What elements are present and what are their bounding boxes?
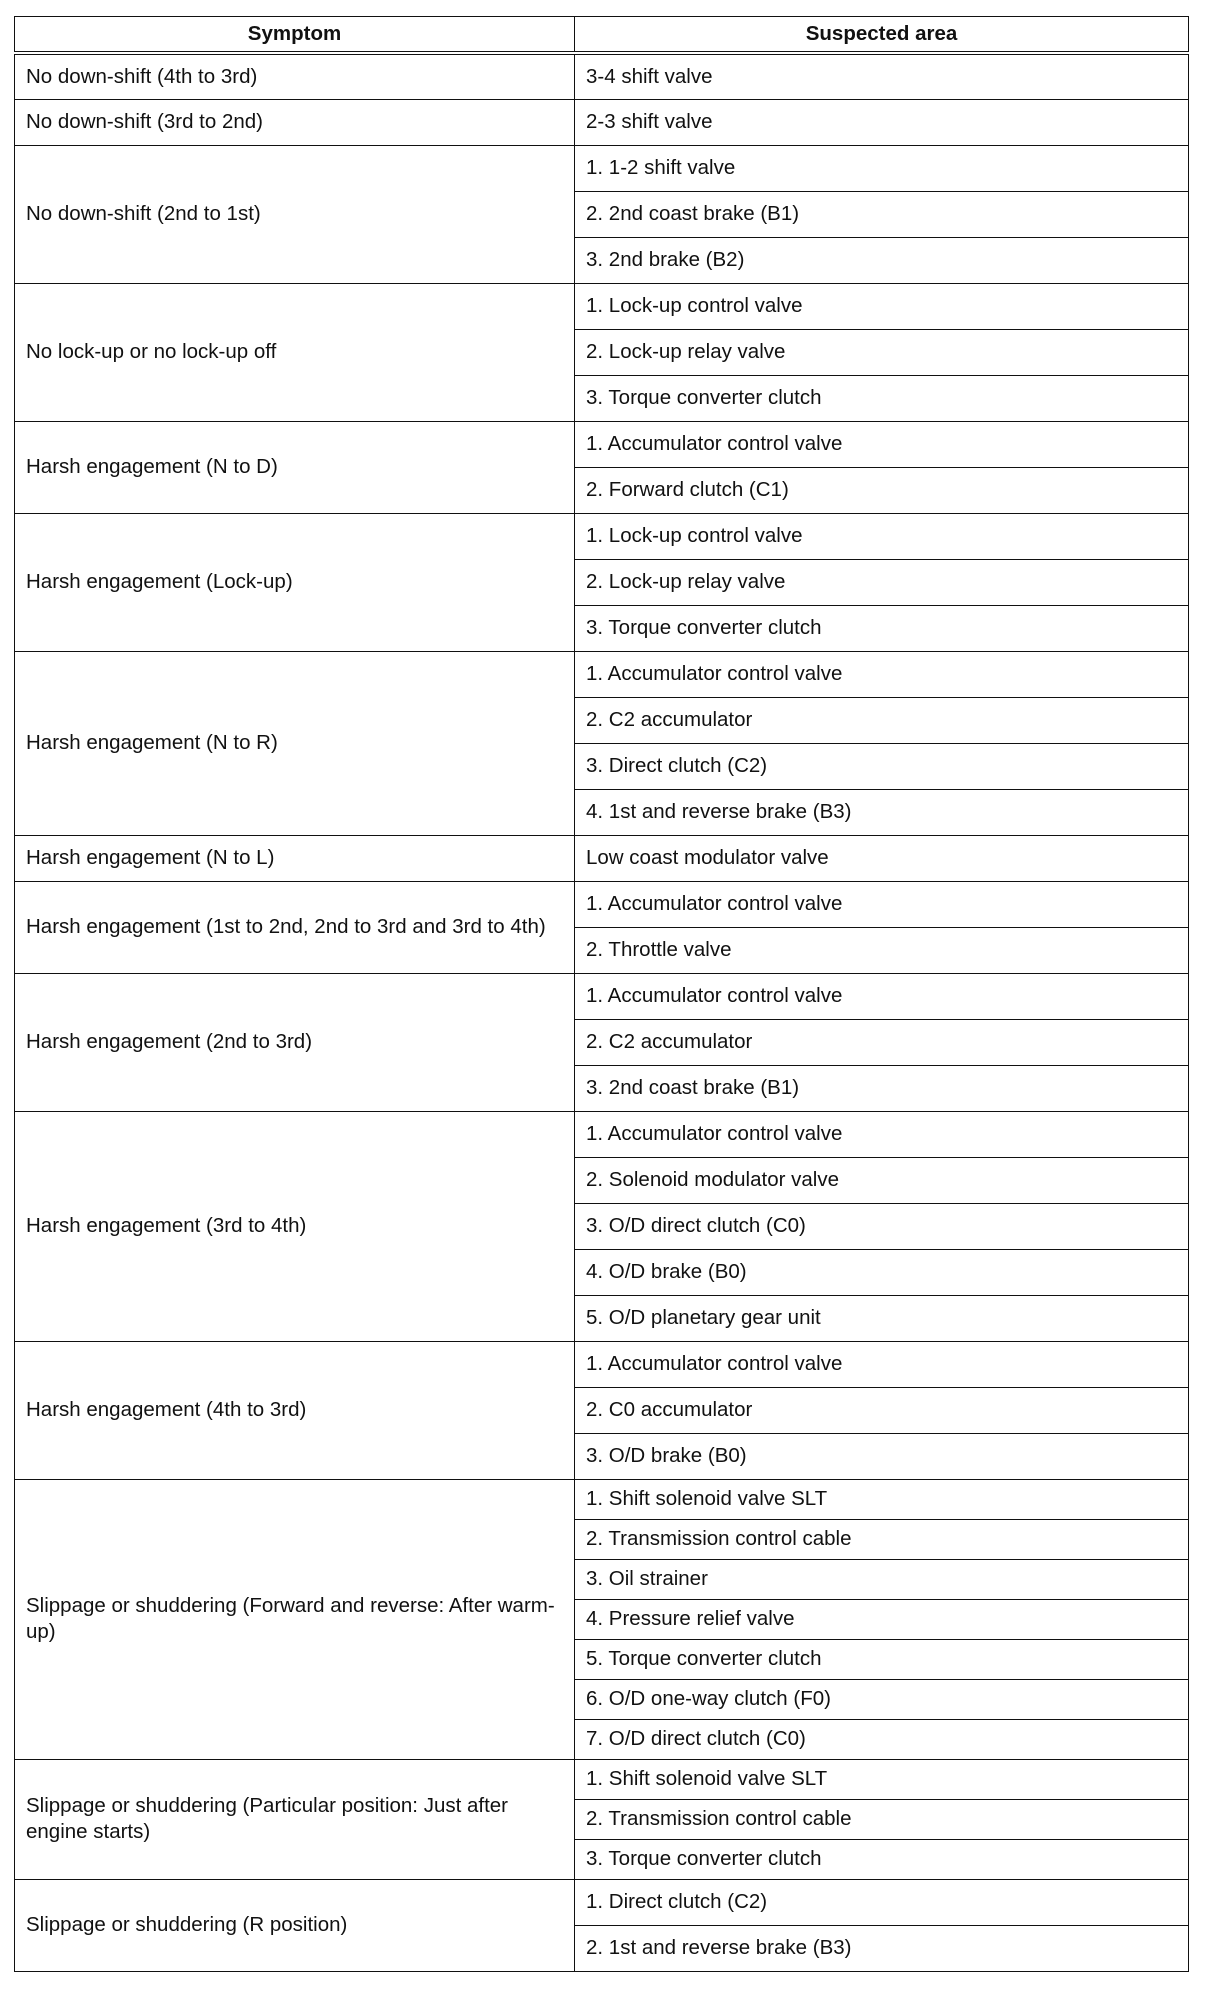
suspected-area-cell: Low coast modulator valve	[575, 835, 1189, 881]
table-row	[15, 1341, 1189, 1387]
symptom-cell: Harsh engagement (Lock-up)	[15, 513, 575, 651]
suspected-area-cell: 3. O/D direct clutch (C0)	[575, 1203, 1189, 1249]
suspected-area-cell: 1. Accumulator control valve	[575, 1111, 1189, 1157]
symptom-cell: No down-shift (2nd to 1st)	[15, 145, 575, 283]
symptom-cell: Harsh engagement (1st to 2nd, 2nd to 3rd and 3rd to 4th)	[15, 881, 575, 973]
table-row	[15, 99, 1189, 145]
suspected-area-cell: 1. Shift solenoid valve SLT	[575, 1479, 1189, 1519]
symptom-cell: No down-shift (3rd to 2nd)	[15, 99, 575, 145]
suspected-area-cell: 2. Transmission control cable	[575, 1799, 1189, 1839]
table-row	[15, 1111, 1189, 1157]
suspected-area-cell: 5. Torque converter clutch	[575, 1639, 1189, 1679]
suspected-area-cell: 5. O/D planetary gear unit	[575, 1295, 1189, 1341]
suspected-area-cell: 2. C2 accumulator	[575, 697, 1189, 743]
suspected-area-cell: 3. Oil strainer	[575, 1559, 1189, 1599]
suspected-area-cell: 2. C0 accumulator	[575, 1387, 1189, 1433]
symptom-cell: No lock-up or no lock-up off	[15, 283, 575, 421]
table-row	[15, 1479, 1189, 1519]
table-row	[15, 1759, 1189, 1799]
suspected-area-cell: 3-4 shift valve	[575, 53, 1189, 99]
suspected-area-cell: 7. O/D direct clutch (C0)	[575, 1719, 1189, 1759]
symptom-column-header: Symptom	[15, 17, 575, 54]
suspected-area-cell: 3. O/D brake (B0)	[575, 1433, 1189, 1479]
suspected-area-cell: 2. Throttle valve	[575, 927, 1189, 973]
table-row	[15, 835, 1189, 881]
suspected-area-cell: 3. Torque converter clutch	[575, 375, 1189, 421]
symptom-cell: Harsh engagement (N to D)	[15, 421, 575, 513]
suspected-area-cell: 2-3 shift valve	[575, 99, 1189, 145]
suspected-area-cell: 2. 1st and reverse brake (B3)	[575, 1925, 1189, 1971]
suspected-area-cell: 4. O/D brake (B0)	[575, 1249, 1189, 1295]
symptom-cell: Harsh engagement (2nd to 3rd)	[15, 973, 575, 1111]
symptom-cell: Slippage or shuddering (Forward and reverse: After warm-up)	[15, 1479, 575, 1759]
table-row	[15, 53, 1189, 99]
table-header	[15, 17, 1189, 54]
table-row	[15, 513, 1189, 559]
suspected-area-cell: 3. 2nd brake (B2)	[575, 237, 1189, 283]
symptom-cell: Slippage or shuddering (R position)	[15, 1879, 575, 1971]
symptom-cell: Harsh engagement (N to R)	[15, 651, 575, 835]
suspected-area-cell: 6. O/D one-way clutch (F0)	[575, 1679, 1189, 1719]
symptom-cell: Slippage or shuddering (Particular position: Just after engine starts)	[15, 1759, 575, 1879]
symptom-cell: Harsh engagement (N to L)	[15, 835, 575, 881]
suspected-area-cell: 2. Lock-up relay valve	[575, 329, 1189, 375]
suspected-area-cell: 2. Lock-up relay valve	[575, 559, 1189, 605]
suspected-area-cell: 1. Accumulator control valve	[575, 1341, 1189, 1387]
suspected-area-column-header: Suspected area	[575, 17, 1189, 54]
suspected-area-cell: 1. 1-2 shift valve	[575, 145, 1189, 191]
suspected-area-cell: 1. Lock-up control valve	[575, 283, 1189, 329]
suspected-area-cell: 1. Accumulator control valve	[575, 881, 1189, 927]
symptom-cell: Harsh engagement (4th to 3rd)	[15, 1341, 575, 1479]
table-row	[15, 881, 1189, 927]
suspected-area-cell: 2. Forward clutch (C1)	[575, 467, 1189, 513]
troubleshooting-table	[14, 16, 1189, 1972]
suspected-area-cell: 1. Direct clutch (C2)	[575, 1879, 1189, 1925]
table-row	[15, 973, 1189, 1019]
suspected-area-cell: 4. 1st and reverse brake (B3)	[575, 789, 1189, 835]
table-row	[15, 651, 1189, 697]
suspected-area-cell: 2. Solenoid modulator valve	[575, 1157, 1189, 1203]
suspected-area-cell: 2. Transmission control cable	[575, 1519, 1189, 1559]
symptom-cell: No down-shift (4th to 3rd)	[15, 53, 575, 99]
suspected-area-cell: 3. Direct clutch (C2)	[575, 743, 1189, 789]
table-row	[15, 145, 1189, 191]
suspected-area-cell: 1. Accumulator control valve	[575, 651, 1189, 697]
suspected-area-cell: 1. Accumulator control valve	[575, 421, 1189, 467]
suspected-area-cell: 1. Shift solenoid valve SLT	[575, 1759, 1189, 1799]
suspected-area-cell: 2. 2nd coast brake (B1)	[575, 191, 1189, 237]
table-row	[15, 1879, 1189, 1925]
table-row	[15, 283, 1189, 329]
suspected-area-cell: 3. Torque converter clutch	[575, 605, 1189, 651]
suspected-area-cell: 3. Torque converter clutch	[575, 1839, 1189, 1879]
symptom-cell: Harsh engagement (3rd to 4th)	[15, 1111, 575, 1341]
suspected-area-cell: 2. C2 accumulator	[575, 1019, 1189, 1065]
header-row	[15, 17, 1189, 54]
suspected-area-cell: 1. Accumulator control valve	[575, 973, 1189, 1019]
table-row	[15, 421, 1189, 467]
suspected-area-cell: 4. Pressure relief valve	[575, 1599, 1189, 1639]
suspected-area-cell: 1. Lock-up control valve	[575, 513, 1189, 559]
suspected-area-cell: 3. 2nd coast brake (B1)	[575, 1065, 1189, 1111]
table-body	[15, 53, 1189, 1971]
